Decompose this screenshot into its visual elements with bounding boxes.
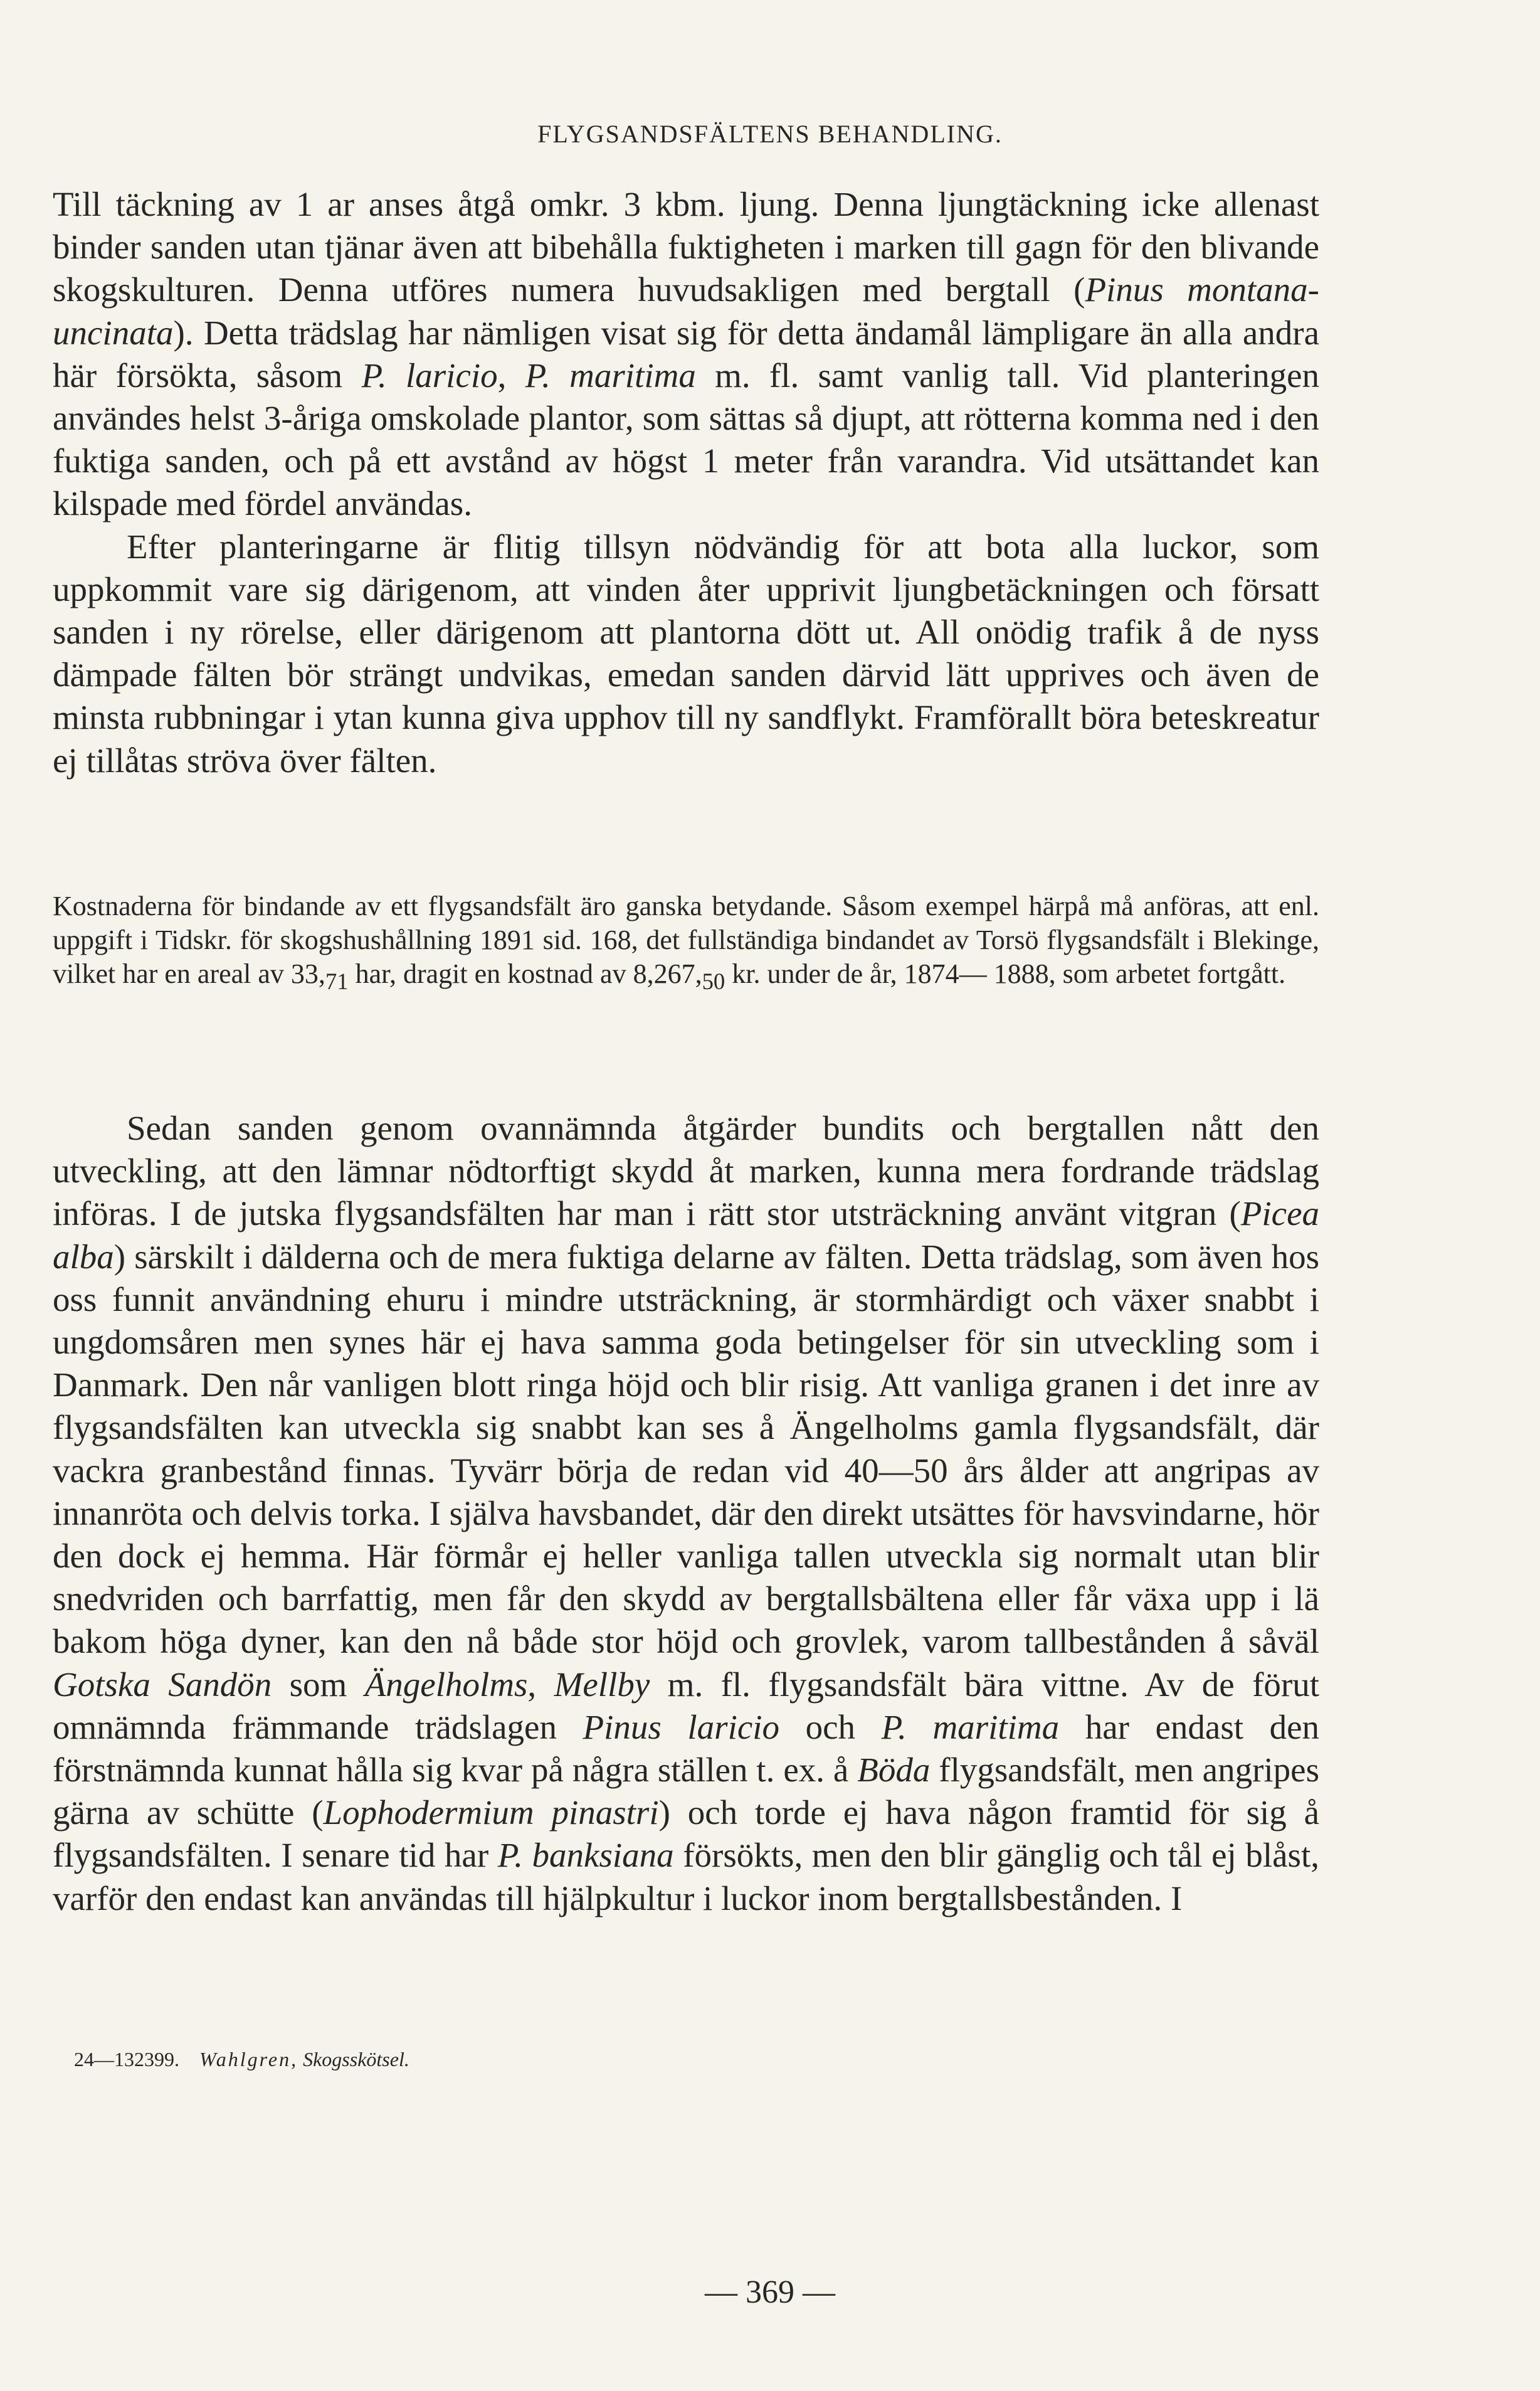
- text-run: och: [779, 1707, 882, 1746]
- paragraph-tradslag: [53, 1107, 1319, 1920]
- text-run: ). Detta trädslag har nämligen visat sig för detta ändamål lämpligare än alla andra här försökta, såsom: [53, 313, 1319, 395]
- page-number: — 369 —: [705, 2274, 835, 2310]
- italic-place-name: Böda: [857, 1751, 931, 1789]
- text-run: ) särskilt i dälderna och de mera fuktiga delarne av fälten. Detta trädslag, som även hos oss funnit användning ehuru i mindre utsträckning, är stormhärdigt och växer snabbt i ungdomsåren men synes här ej hava samma goda betingelser för sin utveckling som i Danmark. Den når vanligen blott ringa höjd och blir risig. Att vanliga granen i det inre av flygsandsfälten kan utveckla sig snabbt kan ses å Ängelholms gamla flygsandsfält, där vackra granbestånd finnas. Tyvärr börja de redan vid 40—50 års ålder att angripas av innanröta och delvis torka. I själva havsbandet, där den direkt utsättes för havsvindarne, hör den dock ej hemma. Här förmår ej heller vanliga tallen utveckla sig normalt utan blir snedvriden och barrfattig, men får den skydd av bergtallsbältena eller får växa upp i lä bakom höga dyner, kan den nå både stor höjd och grovlek, varom tallbestånden å såväl: [53, 1237, 1319, 1661]
- italic-species-name: P. maritima: [525, 356, 696, 395]
- italic-place-name: Gotska Sandön: [53, 1665, 272, 1704]
- italic-species-name: Picea alba: [53, 1194, 1319, 1276]
- text-run: försökts, men den blir gänglig och tål ej blåst, varför den endast kan användas till hjälpkultur i luckor inom bergtallsbestånden. I: [53, 1836, 1319, 1917]
- text-run: har, dragit en kostnad av 8,267,: [348, 958, 702, 989]
- upper-text-block: [53, 183, 1319, 782]
- text-run: som: [272, 1665, 365, 1704]
- text-run: Till täckning av 1 ar anses åtgå omkr. 3 kbm. ljung. Denna ljungtäckning icke allenast binder sanden utan tjänar även att bibehålla fuktigheten i marken till gagn för den blivande skogskulturen. Denna utföres numera huvudsakligen med bergtall (: [53, 185, 1319, 309]
- decimal-subscript: 50: [702, 968, 725, 994]
- text-run: Kostnaderna för bindande av ett flygsandsfält äro ganska betydande. Såsom exempel härpå må anföras, att enl. uppgift i Tidskr. för skogshushållning 1891 sid. 168, det fullständiga bindandet av Torsö flygsandsfält i Blekinge, vilket har en areal av 33,: [53, 891, 1319, 989]
- italic-species-name: Lophodermium pinastri: [323, 1793, 659, 1832]
- italic-place-name: Mellby: [554, 1665, 650, 1704]
- text-run: ,: [497, 356, 525, 395]
- text-run: m. fl. flygsandsfält bära vittne. Av de förut omnämnda främmande trädslagen: [53, 1665, 1319, 1746]
- text-run: flygsandsfält, men angripes gärna av schütte (: [53, 1751, 1319, 1832]
- decimal-subscript: 71: [325, 968, 349, 994]
- printer-signature-line: [74, 2048, 409, 2071]
- italic-species-name: Pinus laricio: [583, 1707, 780, 1746]
- signature-code: 24—132399.: [74, 2048, 179, 2070]
- lower-text-block: [53, 1107, 1319, 1920]
- signature-author: Wahlgren,: [199, 2048, 298, 2070]
- paragraph-ljungtackning: [53, 183, 1319, 526]
- text-run: ,: [527, 1665, 554, 1704]
- text-run: kr. under de år, 1874— 1888, som arbetet fortgått.: [725, 958, 1286, 989]
- italic-species-name: P. laricio: [361, 356, 498, 395]
- italic-place-name: Ängelholms: [364, 1665, 528, 1704]
- italic-species-name: P. maritima: [881, 1707, 1060, 1746]
- running-header: FLYGSANDSFÄLTENS BEHANDLING.: [537, 120, 1003, 148]
- text-run: har endast den förstnämnda kunnat hålla sig kvar på några ställen t. ex. å: [53, 1707, 1319, 1789]
- signature-book-title: Skogsskötsel.: [303, 2048, 409, 2070]
- italic-species-name: P. banksiana: [497, 1836, 674, 1875]
- small-print-cost-note: [53, 889, 1319, 999]
- paragraph-tillsyn: Efter planteringarne är flitig tillsyn nödvändig för att bota alla luckor, som uppkommit vare sig därigenom, att vinden åter upprivit ljungbetäckningen och försatt sanden i ny rörelse, eller därigenom att plantorna dött ut. All onödig trafik å de nyss dämpade fälten bör strängt undvikas, emedan sanden därvid lätt upprives och även de minsta rubbningar i ytan kunna giva upphov till ny sandflykt. Framförallt böra beteskreatur ej tillåtas ströva över fälten.: [53, 527, 1319, 780]
- text-run: m. fl. samt vanlig tall. Vid planteringen användes helst 3-åriga omskolade plantor, som sättas så djupt, att rötterna komma ned i den fuktiga sanden, och på ett avstånd av högst 1 meter från varandra. Vid utsättandet kan kilspade med fördel användas.: [53, 356, 1319, 523]
- text-run: ) och torde ej hava någon framtid för sig å flygsandsfälten. I senare tid har: [53, 1793, 1320, 1875]
- text-run: Sedan sanden genom ovannämnda åtgärder bundits och bergtallen nått den utveckling, att den lämnar nödtorftigt skydd åt marken, kunna mera fordrande trädslag införas. I de jutska flygsandsfälten har man i rätt stor utsträckning använt vitgran (: [53, 1109, 1319, 1233]
- italic-species-name: Pinus montana-uncinata: [53, 270, 1319, 352]
